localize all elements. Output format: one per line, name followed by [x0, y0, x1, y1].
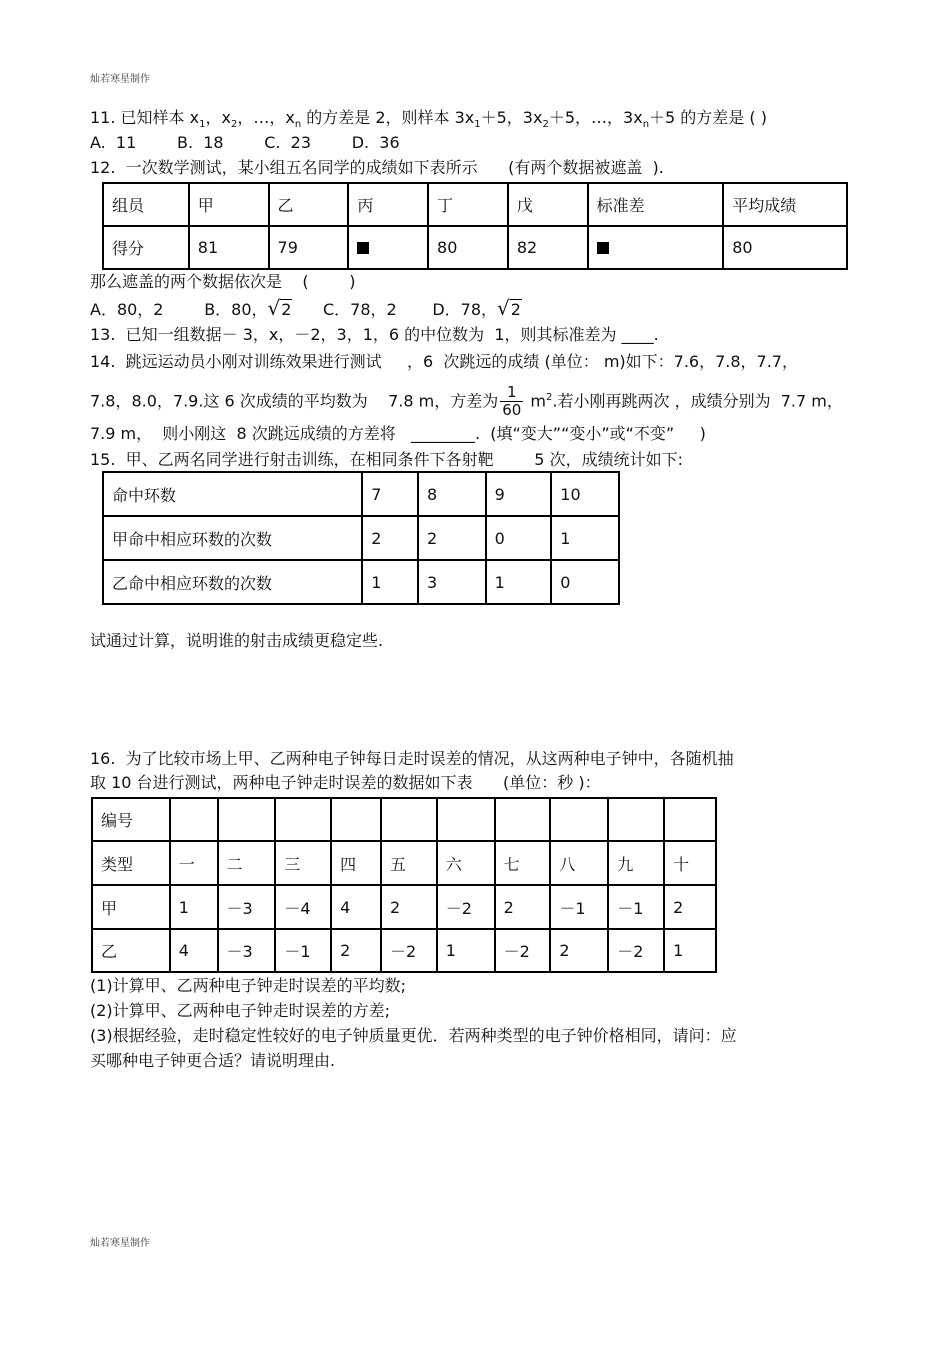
q15-stem: 15. 甲、乙两名同学进行射击训练，在相同条件下各射靶 5 次，成绩统计如下: — [90, 450, 683, 469]
q15-row — [103, 516, 619, 560]
q16-cell: 1 — [664, 929, 716, 972]
q16-cell: 七 — [495, 841, 551, 885]
fraction-numerator: 1 — [500, 384, 523, 402]
q12-score-cell: 82 — [508, 226, 588, 269]
masked-block — [597, 242, 609, 254]
page-header: 灿若寒星制作 — [90, 74, 150, 85]
q12-row-label: 得分 — [103, 226, 189, 269]
q16-row — [92, 841, 716, 885]
q16-cell: 六 — [437, 841, 495, 885]
q16-cell: －3 — [218, 929, 276, 972]
q11-sub: 1 — [474, 119, 481, 131]
q16-cell: －2 — [437, 885, 495, 929]
q16-cell — [275, 798, 331, 841]
q16-cell: －2 — [381, 929, 437, 972]
q16-cell: 1 — [170, 885, 218, 929]
q14-unit: m — [525, 391, 547, 411]
q16-cell: －4 — [275, 885, 331, 929]
q12-header-cell: 标准差 — [588, 183, 724, 226]
sqrt-symbol: √2 — [497, 296, 521, 320]
q16-cell: 2 — [664, 885, 716, 929]
q16-cell — [381, 798, 437, 841]
q14-text: 7.8，8.0，7.9.这 6 次成绩的平均数为 7.8 m，方差为 — [90, 391, 499, 411]
q15-cell: 1 — [551, 516, 619, 560]
q12-header-cell: 甲 — [189, 183, 269, 226]
q16-cell: 三 — [275, 841, 331, 885]
q16-cell: 2 — [331, 929, 381, 972]
q16-cell: 十 — [664, 841, 716, 885]
q12-score-row — [103, 226, 847, 269]
sqrt-arg: 2 — [281, 300, 292, 319]
q16-sub1: (1)计算甲、乙两种电子钟走时误差的平均数; — [90, 976, 407, 995]
q11-text: ，x — [205, 108, 231, 127]
q16-line2: 取 10 台进行测试，两种电子钟走时误差的数据如下表 (单位：秒 )： — [90, 773, 601, 792]
q16-cell: 编号 — [92, 798, 170, 841]
q11-text: ＋5 的方差是 ( ) — [649, 108, 767, 127]
q15-cell: 7 — [362, 472, 418, 516]
q16-cell: 类型 — [92, 841, 170, 885]
q16-cell: 五 — [381, 841, 437, 885]
q15-cell: 8 — [418, 472, 486, 516]
q16-line1: 16. 为了比较市场上甲、乙两种电子钟每日走时误差的情况，从这两种电子钟中，各随机抽 — [90, 749, 734, 768]
q12-header-cell: 丁 — [428, 183, 508, 226]
q15-cell: 甲命中相应环数的次数 — [103, 516, 362, 560]
q11-sub: 2 — [230, 119, 238, 131]
q16-cell: 八 — [550, 841, 608, 885]
q12-header-cell: 戊 — [508, 183, 588, 226]
q14-line2 — [90, 378, 843, 418]
q16-sub3-line2: 买哪种电子钟更合适？请说明理由. — [90, 1051, 336, 1070]
sqrt-symbol: √2 — [267, 296, 292, 320]
q11-text: 的方差是 2，则样本 3x — [301, 108, 475, 127]
q12-question: 那么遮盖的两个数据依次是 ( ) — [90, 272, 356, 291]
q15-cell: 1 — [486, 560, 552, 604]
q16-cell: 4 — [170, 929, 218, 972]
q16-cell: 2 — [495, 885, 551, 929]
q12-header-cell: 组员 — [103, 183, 189, 226]
q16-cell — [170, 798, 218, 841]
q12-option-d: D．78， — [432, 300, 497, 319]
q14-line1: 14. 跳远运动员小刚对训练效果进行测试 ，6 次跳远的成绩 (单位： m)如下：7.6，7.8，7.7， — [90, 352, 798, 371]
q16-sub3-line1: (3)根据经验，走时稳定性较好的电子钟质量更优．若两种类型的电子钟价格相同，请问：应 — [90, 1026, 737, 1045]
q12-score-cell: 79 — [269, 226, 349, 269]
q12-option-c: C．78，2 — [322, 300, 397, 319]
q16-cell: 4 — [331, 885, 381, 929]
q16-cell: －1 — [550, 885, 608, 929]
q15-cell: 2 — [362, 516, 418, 560]
fraction — [500, 384, 523, 419]
q15-row — [103, 472, 619, 516]
q16-cell: 甲 — [92, 885, 170, 929]
q16-row — [92, 929, 716, 972]
q13-stem: 13. 已知一组数据－ 3，x，－2，3，1，6 的中位数为 1，则其标准差为 ____. — [90, 325, 659, 344]
q16-row — [92, 798, 716, 841]
q12-score-table — [102, 182, 848, 270]
q15-question: 试通过计算，说明谁的射击成绩更稳定些. — [90, 631, 384, 650]
q16-cell: 乙 — [92, 929, 170, 972]
q15-cell: 10 — [551, 472, 619, 516]
q16-sub2: (2)计算甲、乙两种电子钟走时误差的方差; — [90, 1001, 391, 1020]
q12-score-cell: 80 — [723, 226, 847, 269]
q16-row — [92, 885, 716, 929]
q12-option-b: B．80， — [204, 300, 268, 319]
sqrt-arg: 2 — [510, 300, 521, 319]
q11-text: ，…，x — [237, 108, 295, 127]
q16-cell: －2 — [608, 929, 664, 972]
q16-cell — [550, 798, 608, 841]
q16-cell: 2 — [381, 885, 437, 929]
q12-header-cell: 丙 — [348, 183, 428, 226]
q12-options — [90, 298, 522, 320]
q14-text: .若小刚再跳两次 ，成绩分别为 7.7 m， — [552, 391, 843, 411]
q16-cell: 二 — [218, 841, 276, 885]
q16-cell: 四 — [331, 841, 381, 885]
q11-text: ＋5，3x — [480, 108, 543, 127]
q16-cell: 2 — [550, 929, 608, 972]
q16-cell: －1 — [275, 929, 331, 972]
q15-cell: 3 — [418, 560, 486, 604]
q12-hidden-cell — [348, 226, 428, 269]
q16-cell — [495, 798, 551, 841]
q12-header-cell: 平均成绩 — [723, 183, 847, 226]
q16-cell: 一 — [170, 841, 218, 885]
q11-sub: n — [294, 119, 302, 131]
q12-hidden-cell — [588, 226, 724, 269]
q12-option-a: A．80，2 — [90, 300, 164, 319]
q12-score-cell: 80 — [428, 226, 508, 269]
q16-cell: －2 — [495, 929, 551, 972]
q11-text: 11. 已知样本 x — [90, 108, 200, 127]
masked-block — [357, 242, 369, 254]
q16-cell: 九 — [608, 841, 664, 885]
q16-cell — [608, 798, 664, 841]
q15-cell: 0 — [486, 516, 552, 560]
q15-cell: 9 — [486, 472, 552, 516]
q16-cell: －1 — [608, 885, 664, 929]
q15-cell: 乙命中相应环数的次数 — [103, 560, 362, 604]
q15-cell: 0 — [551, 560, 619, 604]
q16-cell: 1 — [437, 929, 495, 972]
q11-sub: n — [642, 119, 650, 131]
q12-score-cell: 81 — [189, 226, 269, 269]
q12-header-row — [103, 183, 847, 226]
q11-options: A. 11 B. 18 C. 23 D. 36 — [90, 133, 400, 152]
q15-row — [103, 560, 619, 604]
q16-cell: －3 — [218, 885, 276, 929]
q12-stem: 12. 一次数学测试，某小组五名同学的成绩如下表所示 (有两个数据被遮盖 ). — [90, 158, 664, 177]
q16-cell — [331, 798, 381, 841]
q16-clock-table — [91, 797, 717, 973]
q12-header-cell: 乙 — [269, 183, 349, 226]
q16-cell — [218, 798, 276, 841]
q15-shooting-table — [102, 471, 620, 605]
fraction-denominator: 60 — [502, 401, 522, 420]
q15-cell: 1 — [362, 560, 418, 604]
q16-cell — [664, 798, 716, 841]
page-footer: 灿若寒星制作 — [90, 1238, 150, 1249]
q14-unit-exponent: 2 — [546, 392, 553, 403]
q15-cell: 2 — [418, 516, 486, 560]
q11-sub: 2 — [542, 119, 549, 131]
q11-sub: 1 — [199, 119, 206, 131]
q11-stem — [90, 108, 767, 135]
q15-cell: 命中环数 — [103, 472, 362, 516]
q14-line3: 7.9 m， 则小刚这 8 次跳远成绩的方差将 ________. (填“变大”“变小”或“不变” ) — [90, 424, 706, 443]
q11-text: ＋5，…，3x — [548, 108, 643, 127]
q16-cell — [437, 798, 495, 841]
